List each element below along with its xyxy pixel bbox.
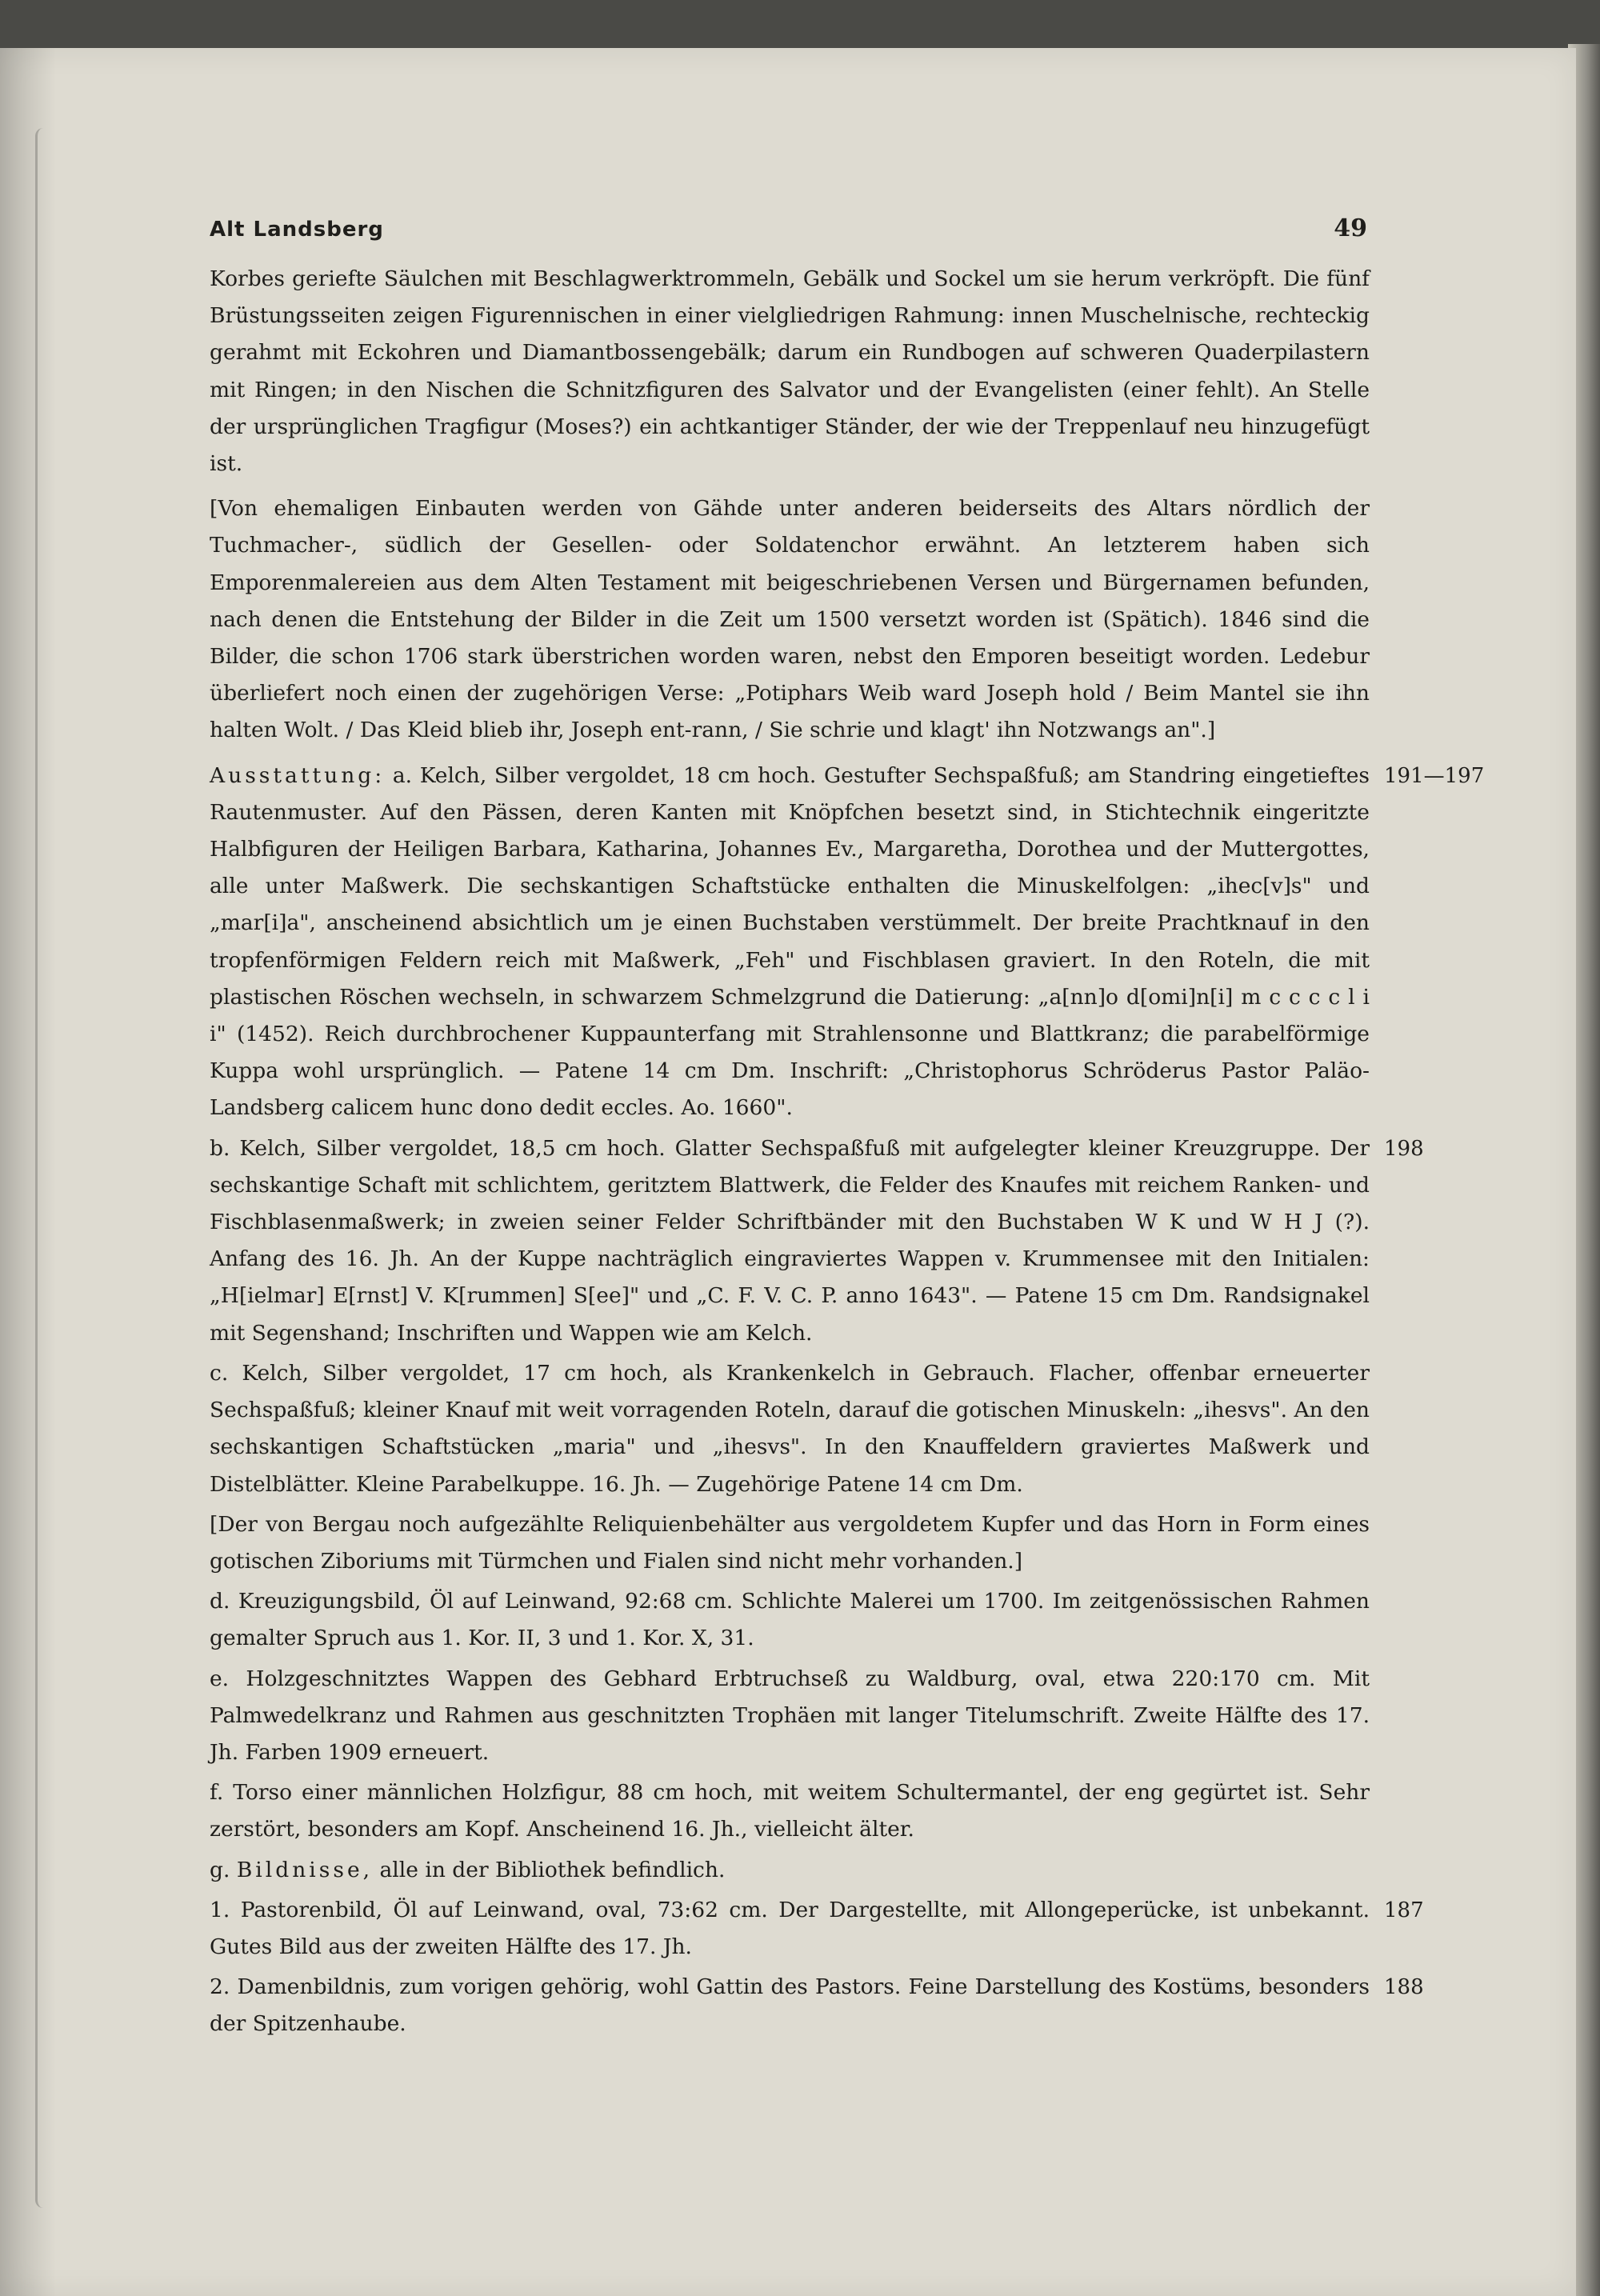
running-head [210,214,1367,242]
margin-figure-ref: 187 [1384,1898,1424,1922]
margin-figure-ref: 198 [1384,1136,1424,1161]
paragraph-text: c. Kelch, Silber vergoldet, 17 cm hoch, als Krankenkelch in Gebrauch. Flacher, offenbar erneuerter Sechspaßfuß; kleiner Knauf mit weit vorragenden Roteln, darauf die gotischen Minuskeln: „ihesvs". An den sechskantigen Schaftstücken „maria" und „ihesvs". In den Knauffeldern graviertes Maßwerk und Distelblätter. Kleine Parabelkuppe. 16. Jh. — Zugehörige Patene 14 cm Dm. [210,1360,1370,1497]
paragraph-pastor-portrait [210,1892,1424,1966]
margin-figure-ref: 188 [1384,1975,1424,2000]
paragraph-text: [Der von Bergau noch aufgezählte Reliquienbehälter aus vergoldetem Kupfer und das Horn in Form eines gotischen Ziboriums mit Türmchen und Fialen sind nicht mehr vorhanden.] [210,1511,1370,1574]
paragraph-chalice-a [210,758,1485,1127]
paragraph-chalice-b [210,1130,1424,1352]
paragraph-text: d. Kreuzigungsbild, Öl auf Leinwand, 92:68 cm. Schlichte Malerei um 1700. Im zeitgenössischen Rahmen gemalter Spruch aus 1. Kor. II, 3 und 1. Kor. X, 31. [210,1589,1370,1651]
paragraph-text: f. Torso einer männlichen Holzfigur, 88 cm hoch, mit weitem Schultermantel, der eng gegürtet ist. Sehr zerstört, besonders am Kopf. Anscheinend 16. Jh., vielleicht älter. [210,1780,1370,1842]
section-lead: Ausstattung: [210,762,386,788]
paragraph-text: b. Kelch, Silber vergoldet, 18,5 cm hoch. Glatter Sechspaßfuß mit aufgelegter kleiner Kreuzgruppe. Der sechskantige Schaft mit schlichtem, geritztem Blattwerk, die Felder des Knaufes mit reichem Ranken- und Fischblasenmaßwerk; in zweien seiner Felder Schriftbänder mit den Buchstaben W K und W H J (?). Anfang des 16. Jh. An der Kuppe nachträglich eingraviertes Wappen v. Krummensee mit den Initialen: „H[ielmar] E[rnst] V. K[rummen] S[ee]" und „C. F. V. C. P. anno 1643". — Patene 15 cm Dm. Randsignakel mit Segenshand; Inschriften und Wappen wie am Kelch. [210,1135,1370,1346]
paragraph-pulpit [210,261,1370,482]
body-text [210,261,1485,2046]
margin-figure-ref: 191—197 [1384,763,1485,788]
paragraph-former-fittings [210,490,1370,749]
paragraph-text: alle in der Bibliothek befindlich. [373,1857,726,1882]
paragraph-lady-portrait [210,1969,1424,2042]
paragraph-prefix: g. [210,1857,237,1882]
paragraph-torso [210,1774,1370,1848]
paragraph-portraits-heading [210,1852,1370,1889]
running-head-title: Alt Landsberg [210,218,384,242]
paragraph-text: 2. Damenbildnis, zum vorigen gehörig, wohl Gattin des Pastors. Feine Darstellung des Kostüms, besonders der Spitzenhaube. [210,1974,1370,2037]
paragraph-text: Korbes geriefte Säulchen mit Beschlagwerktrommeln, Gebälk und Sockel um sie herum verkröpft. Die fünf Brüstungsseiten zeigen Figurennischen in einer vielgliedrigen Rahmung: innen Muschelnische, rechteckig gerahmt mit Eckohren und Diamantbossengebälk; darum ein Rundbogen auf schweren Quaderpilastern mit Ringen; in den Nischen die Schnitzfiguren des Salvator und der Evangelisten (einer fehlt). An Stelle der ursprünglichen Tragfigur (Moses?) ein achtkantiger Ständer, der wie der Treppenlauf neu hinzugefügt ist. [210,266,1370,477]
paragraph-coat-of-arms [210,1661,1370,1772]
paragraph-text: e. Holzgeschnitztes Wappen des Gebhard Erbtruchseß zu Waldburg, oval, etwa 220:170 cm. Mit Palmwedelkranz und Rahmen aus geschnitzten Trophäen mit langer Titelumschrift. Zweite Hälfte des 17. Jh. Farben 1909 erneuert. [210,1666,1370,1765]
section-lead: Bildnisse, [236,1857,374,1882]
paragraph-reliquary [210,1506,1370,1580]
paragraph-text: a. Kelch, Silber vergoldet, 18 cm hoch. Gestufter Sechspaßfuß; am Standring eingetieftes Rautenmuster. Auf den Pässen, deren Kanten mit Knöpfchen besetzt sind, in Stichtechnik eingeritzte Halbfiguren der Heiligen Barbara, Katharina, Johannes Ev., Margaretha, Dorothea und der Muttergottes, alle unter Maßwerk. Die sechskantigen Schaftstücke enthalten die Minuskelfolgen: „ihec[v]s" und „mar[i]a", anscheinend absichtlich um je einen Buchstaben verstümmelt. Der breite Prachtknauf in den tropfenförmigen Feldern reich mit Maßwerk, „Feh" und Fischblasen graviert. In den Roteln, die mit plastischen Röschen wechseln, in schwarzem Schmelzgrund die Datierung: „a[nn]o d[omi]n[i] m c c c c l i i" (1452). Reich durchbrochener Kuppaunterfang mit Strahlensonne und Blattkranz; die parabelförmige Kuppa wohl ursprünglich. — Patene 14 cm Dm. Inschrift: „Christophorus Schröderus Pastor Paläo-Landsberg calicem hunc dono dedit eccles. Ao. 1660". [210,762,1370,1121]
paragraph-chalice-c [210,1355,1370,1503]
paragraph-text: [Von ehemaligen Einbauten werden von Gähde unter anderen beiderseits des Altars nördlich der Tuchmacher-, südlich der Gesellen- oder Soldatenchor erwähnt. An letzterem haben sich Emporenmalereien aus dem Alten Testament mit beigeschriebenen Versen und Bürgernamen befunden, nach denen die Entstehung der Bilder in die Zeit um 1500 versetzt worden ist (Spätich). 1846 sind die Bilder, die schon 1706 stark überstrichen worden waren, nebst den Emporen beseitigt worden. Ledebur überliefert noch einen der zugehörigen Verse: „Potiphars Weib ward Joseph hold / Beim Mantel sie ihn halten Wolt. / Das Kleid blieb ihr, Joseph ent-rann, / Sie schrie und klagt' ihn Notzwangs an".] [210,496,1370,743]
paragraph-text: 1. Pastorenbild, Öl auf Leinwand, oval, 73:62 cm. Der Dargestellte, mit Allongeperücke, ist unbekannt. Gutes Bild aus der zweiten Hälfte des 17. Jh. [210,1897,1370,1959]
page-number: 49 [1334,214,1367,242]
paragraph-crucifixion [210,1583,1370,1657]
page-fold [35,128,55,2208]
